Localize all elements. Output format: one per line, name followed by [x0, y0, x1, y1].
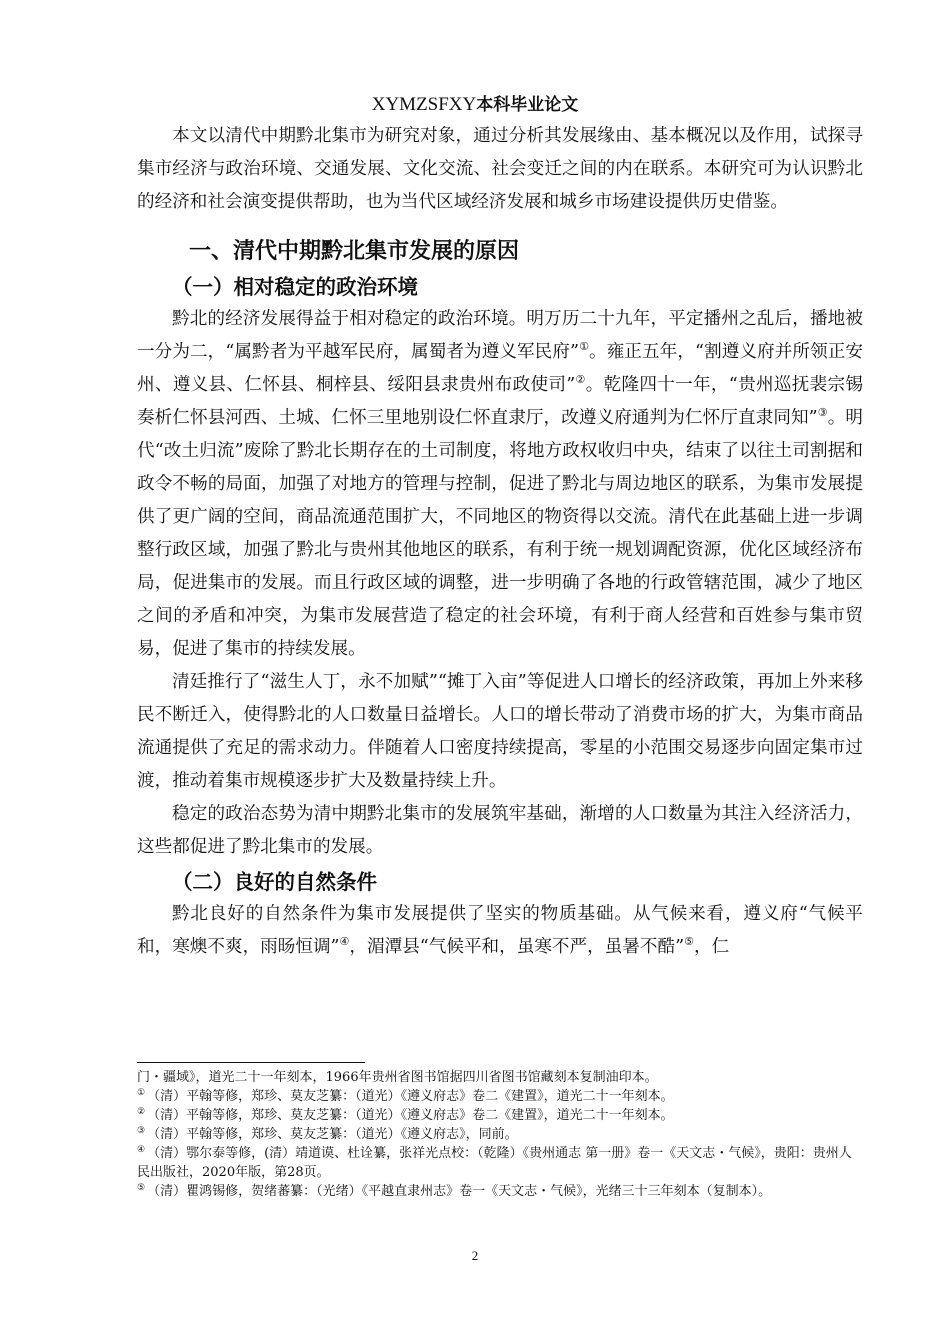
- text-segment: ，湄潭县“气候平和，虽寒不严，虽暑不酷”: [349, 937, 685, 957]
- footnote-1: [137, 1087, 863, 1106]
- footnote-text: （清）瞿鸿锡修，贺绪蕃纂：（光绪）《平越直隶州志》卷一《天文志・气候》，光绪三十三年刻本（复制本）。: [147, 1184, 772, 1199]
- footnote-text: （清）平翰等修，郑珍、莫友芝纂：（道光）《遵义府志》卷二《建置》，道光二十一年刻本。: [147, 1089, 674, 1104]
- footnote-ref-2[interactable]: ②: [575, 373, 586, 387]
- intro-paragraph: 本文以清代中期黔北集市为研究对象，通过分析其发展缘由、基本概况以及作用，试探寻集市经济与政治环境、交通发展、文化交流、社会变迁之间的内在联系。本研究可为认识黔北的经济和社会演变提供帮助，也为当代区域经济发展和城乡市场建设提供历史借鉴。: [137, 126, 863, 212]
- page-header: [0, 92, 950, 117]
- paragraph-summary: 稳定的政治态势为清中期黔北集市的发展筑牢基础，渐增的人口数量为其注入经济活力，这些都促进了黔北集市的发展。: [137, 804, 863, 857]
- text-segment: 。乾隆四十一年，“贵州巡抚裴宗锡奏析仁怀县河西、土城、仁怀三里地别设仁怀直隶厅，改遵义府通判为仁怀厅直隶同知”: [137, 375, 863, 428]
- footnote-text: （清）鄂尔泰等修，(清）靖道谟、杜诠纂，张祥光点校：（乾隆）《贵州通志 第一册》卷一《天文志・气候》，贵阳：贵州人民出版社，2020年版，第28页。: [137, 1146, 852, 1180]
- footnote-mark: ①: [137, 1087, 146, 1098]
- footnote-2: [137, 1106, 863, 1125]
- section-heading: 一、清代中期黔北集市发展的原因: [189, 239, 520, 264]
- subsection-heading-2: （二）良好的自然条件: [172, 870, 377, 894]
- header-code: XYMZSFXY: [371, 94, 477, 115]
- text-segment: 黔北良好的自然条件为集市发展提供了坚实的物质基础。从气候来看，遵义府“气候平和，寒燠不爽，雨旸恒调”: [137, 904, 863, 957]
- footnote-ref-5[interactable]: ⑤: [684, 935, 694, 949]
- footnote-5: [137, 1182, 863, 1201]
- footnotes: [137, 1068, 863, 1201]
- paragraph-population: 清廷推行了“滋生人丁，永不加赋”“摊丁入亩”等促进人口增长的经济政策，再加上外来移民不断迁入，使得黔北的人口数量日益增长。人口的增长带动了消费市场的扩大，为集市商品流通提供了充足的需求动力。伴随着人口密度持续提高，零星的小范围交易逐步向固定集市过渡，推动着集市规模逐步扩大及数量持续上升。: [137, 672, 863, 791]
- footnote-mark: ⑤: [137, 1182, 146, 1193]
- footnote-ref-4[interactable]: ④: [339, 935, 350, 949]
- paragraph-natural-conditions: [137, 898, 863, 964]
- footnote-3: [137, 1125, 863, 1144]
- main-content: [137, 120, 863, 964]
- text-segment: 。明代“改土归流”废除了黔北长期存在的土司制度，将地方政权收归中央，结束了以往土司割据和政令不畅的局面，加强了对地方的管理与控制，促进了黔北与周边地区的联系，为集市发展提供了更广阔的空间，商品流通范围扩大，不同地区的物资得以交流。清代在此基础上进一步调整行政区域，加强了黔北与贵州其他地区的联系，有利于统一规划调配资源，优化区域经济布局，促进集市的发展。而且行政区域的调整，进一步明确了各地的行政管辖范围，减少了地区之间的矛盾和冲突，为集市发展营造了稳定的社会环境，有利于商人经营和百姓参与集市贸易，促进了集市的持续发展。: [137, 408, 863, 659]
- footnote-ref-3[interactable]: ③: [817, 406, 828, 420]
- footnote-divider: [137, 1062, 365, 1063]
- paragraph-political-environment: [137, 303, 863, 666]
- footnote-ref-1[interactable]: ①: [579, 340, 590, 354]
- footnote-continued: 门・疆域》，道光二十一年刻本，1966年贵州省图书馆据四川省图书馆藏刻本复制油印本。: [137, 1070, 658, 1085]
- footnote-mark: ③: [137, 1125, 146, 1136]
- page-number: 2: [471, 1248, 479, 1263]
- subsection-heading-1: （一）相对稳定的政治环境: [172, 275, 418, 299]
- header-title: 本科毕业论文: [476, 95, 579, 115]
- footnote-mark: ④: [137, 1144, 146, 1155]
- text-segment: 黔北的经济发展得益于相对稳定的政治环境。明万历二十九年，平定播州之乱后，播地被一分为二，“属黔者为平越军民府，属蜀者为遵义军民府”: [137, 309, 863, 362]
- footnote-text: （清）平翰等修，郑珍、莫友芝纂：（道光）《遵义府志》卷二《建置》，道光二十一年刻本。: [147, 1108, 674, 1123]
- text-segment: 。雍正五年，“割遵义府并所领正安州、遵义县、仁怀县、桐梓县、绥阳县隶贵州布政使司”: [137, 342, 863, 395]
- footnote-4: [137, 1144, 863, 1182]
- text-segment: ，仁: [693, 937, 730, 957]
- footnote-text: （清）平翰等修，郑珍、莫友芝纂：（道光）《遵义府志》，同前。: [147, 1127, 518, 1142]
- footnote-mark: ②: [137, 1106, 146, 1117]
